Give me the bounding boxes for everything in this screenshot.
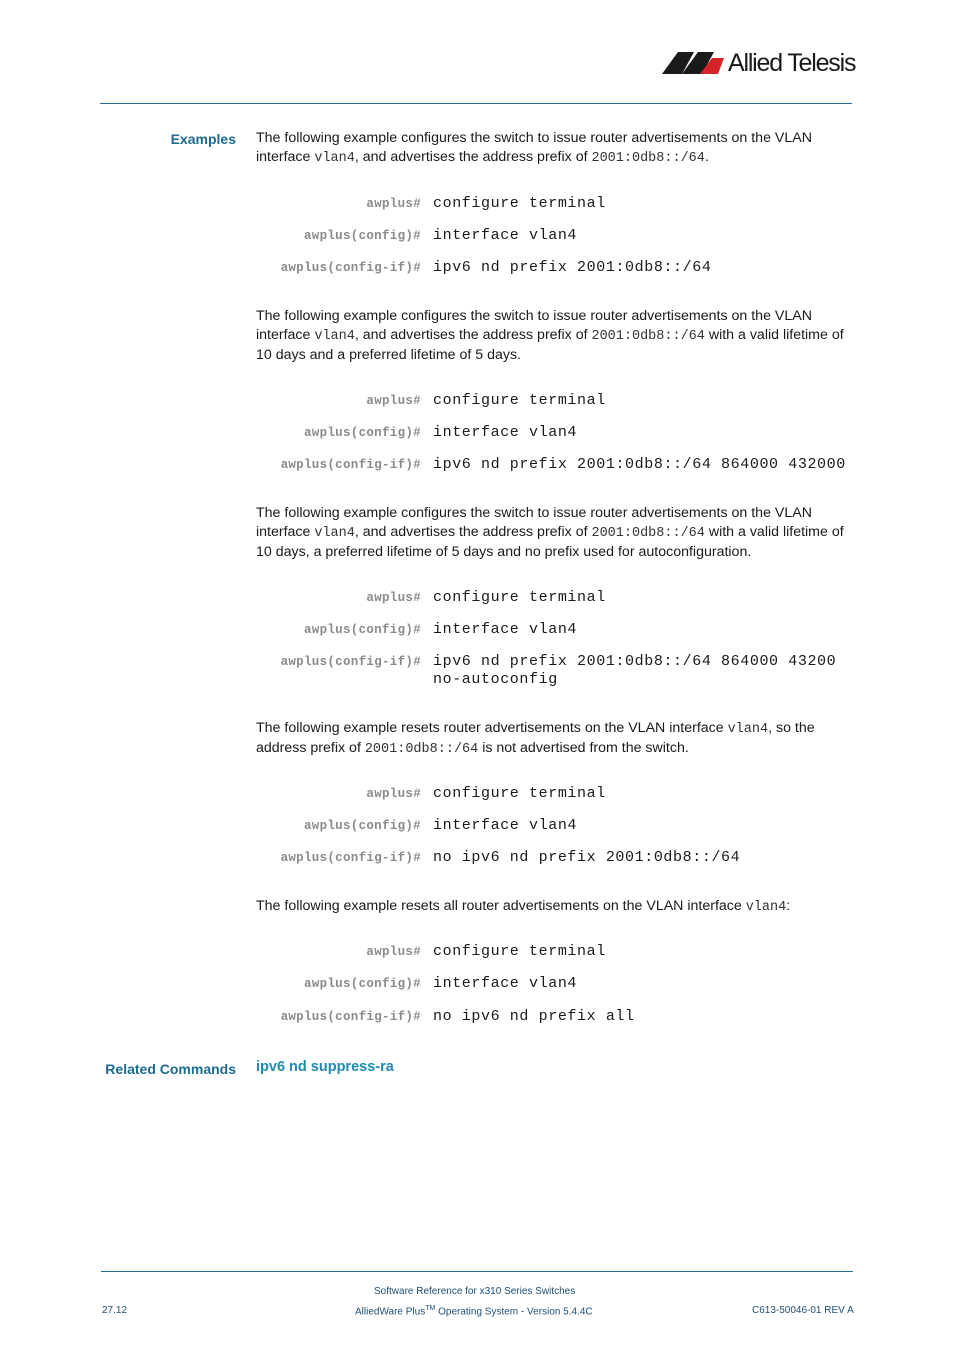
footer-divider [101,1271,853,1272]
cli-prompt: awplus# [366,591,421,605]
cli-command: no ipv6 nd prefix 2001:0db8::/64 [433,849,741,866]
command-line [0,392,954,412]
command-line [0,259,954,279]
cli-command: no ipv6 nd prefix all [433,1008,635,1025]
cli-prompt: awplus# [366,394,421,408]
cli-prompt: awplus(config-if)# [280,1010,421,1024]
footer-title: Software Reference for x310 Series Switches [374,1286,576,1297]
example-paragraph-1: The following example configures the switch to issue router advertisements on the VLAN interface vlan4, and advertises the address prefix of 2001:0db8::/64. [256,130,812,166]
cli-prompt: awplus(config)# [303,229,421,243]
cli-prompt: awplus# [366,197,421,211]
command-line [0,227,954,247]
command-line [0,785,954,805]
command-line [0,621,954,641]
related-commands-heading: Related Commands [105,1061,236,1077]
command-line [0,653,954,688]
inline-code: vlan4 [314,526,355,541]
cli-command: ipv6 nd prefix 2001:0db8::/64 [433,259,712,276]
inline-code: vlan4 [314,151,355,166]
example-paragraph-5: The following example resets all router advertisements on the VLAN interface vlan4: [256,898,791,915]
cli-prompt: awplus(config)# [303,623,421,637]
cli-prompt: awplus(config)# [303,819,421,833]
cli-command: configure terminal [433,785,606,802]
cli-command: configure terminal [433,392,606,409]
trademark-mark: TM [425,1305,436,1312]
command-line [0,849,954,869]
command-line [0,589,954,609]
inline-code: 2001:0db8::/64 [591,151,705,166]
cli-command: interface vlan4 [433,621,578,638]
cli-prompt: awplus(config-if)# [280,261,421,275]
cli-command: interface vlan4 [433,817,578,834]
command-line [0,817,954,837]
cli-command: ipv6 nd prefix 2001:0db8::/64 864000 432000 [433,456,846,473]
inline-code: vlan4 [745,900,787,915]
cli-command: configure terminal [433,943,606,960]
inline-code: vlan4 [727,722,769,737]
cli-command: interface vlan4 [433,424,578,441]
cli-command: configure terminal [433,589,606,606]
cli-prompt: awplus(config-if)# [280,458,421,472]
command-line [0,456,954,476]
example-paragraph-4: The following example resets router advertisements on the VLAN interface vlan4, so the address prefix of 2001:0db8::/64 is not advertised from the switch. [256,720,815,757]
inline-code: 2001:0db8::/64 [591,329,705,344]
footer-product: AlliedWare Plus™ Operating System - Version 5.4.4C [355,1305,593,1318]
cli-prompt: awplus(config)# [303,426,421,440]
header-divider [100,103,852,104]
command-line [0,195,954,215]
inline-code: 2001:0db8::/64 [364,742,479,757]
cli-command: configure terminal [433,195,606,212]
inline-code: 2001:0db8::/64 [591,526,705,541]
related-command-link[interactable]: ipv6 nd suppress-ra [256,1059,394,1075]
cli-prompt: awplus(config-if)# [280,655,421,669]
company-logo-text: Allied Telesis [728,49,856,77]
cli-command: ipv6 nd prefix 2001:0db8::/64 864000 43200 no-autoconfig [433,653,837,688]
cli-command: interface vlan4 [433,227,578,244]
page-number: 27.12 [102,1305,128,1316]
examples-heading: Examples [170,131,236,147]
inline-code: vlan4 [314,329,355,344]
cli-prompt: awplus# [366,787,421,801]
command-line [0,1008,954,1028]
command-line [0,975,954,995]
cli-prompt: awplus(config-if)# [280,851,421,865]
document-id: C613-50046-01 REV A [752,1305,854,1316]
example-paragraph-3: The following example configures the switch to issue router advertisements on the VLAN interface vlan4, and advertises the address prefix of 2001:0db8::/64 with a valid lifetime of 10 days, a preferred lifetime of 5 days and no prefix used for autoconfiguration. [256,505,844,560]
command-line [0,943,954,963]
cli-prompt: awplus# [366,945,421,959]
cli-command: interface vlan4 [433,975,578,992]
cli-prompt: awplus(config)# [303,977,421,991]
command-line [0,424,954,444]
example-paragraph-2: The following example configures the switch to issue router advertisements on the VLAN interface vlan4, and advertises the address prefix of 2001:0db8::/64 with a valid lifetime of 10 days and a preferred lifetime of 5 days. [256,308,844,363]
